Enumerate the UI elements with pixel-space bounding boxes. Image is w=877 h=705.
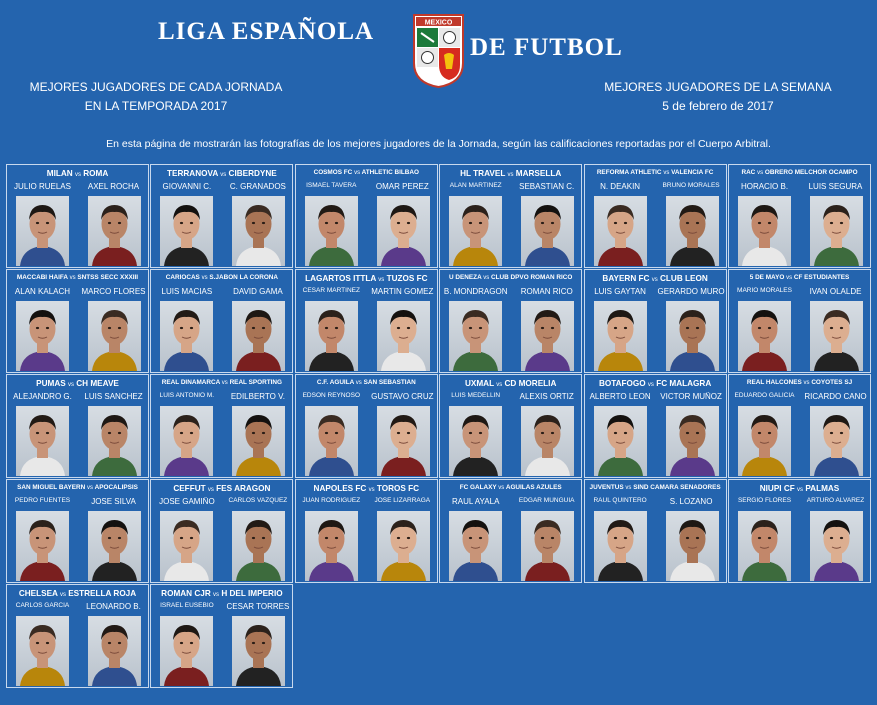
away-team: COYOTES SJ xyxy=(811,379,853,386)
title-right: DE FUTBOL xyxy=(470,34,623,61)
match-card xyxy=(584,164,727,268)
player-silhouette-icon xyxy=(521,301,574,371)
vs-label: vs xyxy=(378,277,385,283)
player-photo xyxy=(666,301,719,371)
vs-label: vs xyxy=(74,172,81,178)
away-team: TOROS FC xyxy=(376,484,420,493)
player-photo xyxy=(160,301,213,371)
player-silhouette-icon xyxy=(160,406,213,476)
player-silhouette-icon xyxy=(16,616,69,686)
player-photo xyxy=(594,196,647,266)
player-silhouette-icon xyxy=(666,301,719,371)
vs-label: vs xyxy=(59,592,66,598)
player-silhouette-icon xyxy=(16,196,69,266)
match-card xyxy=(6,479,149,583)
player-name: ALBERTO LEON xyxy=(589,392,651,401)
vs-label: vs xyxy=(625,485,632,491)
player-photo xyxy=(232,511,285,581)
match-title xyxy=(7,379,148,388)
subtitle-left-line1: MEJORES JUGADORES DE CADA JORNADA xyxy=(29,80,283,94)
match-title xyxy=(729,169,870,176)
player-silhouette-icon xyxy=(738,301,791,371)
player-name: LUIS SEGURA xyxy=(808,182,863,191)
player-silhouette-icon xyxy=(521,511,574,581)
player-silhouette-icon xyxy=(88,616,141,686)
player-name: CARLOS VAZQUEZ xyxy=(228,497,288,504)
match-card xyxy=(150,479,293,583)
away-team: PALMAS xyxy=(805,484,840,493)
player-silhouette-icon xyxy=(232,196,285,266)
match-title xyxy=(151,274,292,281)
player-photo xyxy=(377,196,430,266)
home-team: ROMAN CJR xyxy=(161,589,211,598)
away-team: TUZOS FC xyxy=(386,274,428,283)
player-name: ALAN MARTINEZ xyxy=(449,182,502,189)
player-silhouette-icon xyxy=(810,511,863,581)
vs-label: vs xyxy=(213,592,220,598)
player-silhouette-icon xyxy=(88,196,141,266)
home-team: UXMAL xyxy=(464,379,494,388)
away-team: S.JABON LA CORONA xyxy=(209,274,279,281)
away-team: MARSELLA xyxy=(515,169,562,178)
player-silhouette-icon xyxy=(810,196,863,266)
subtitle-right-line1: MEJORES JUGADORES DE LA SEMANA xyxy=(604,80,832,94)
player-name: S. LOZANO xyxy=(669,497,713,506)
player-photo xyxy=(377,511,430,581)
player-silhouette-icon xyxy=(521,196,574,266)
match-card xyxy=(728,269,871,373)
player-silhouette-icon xyxy=(377,406,430,476)
vs-label: vs xyxy=(221,380,228,386)
player-silhouette-icon xyxy=(232,301,285,371)
player-photo xyxy=(16,301,69,371)
player-silhouette-icon xyxy=(88,511,141,581)
match-card xyxy=(295,479,438,583)
player-silhouette-icon xyxy=(160,511,213,581)
player-silhouette-icon xyxy=(449,511,502,581)
player-photo xyxy=(521,406,574,476)
away-team: CIBERDYNE xyxy=(228,169,277,178)
match-card xyxy=(150,164,293,268)
away-team: SAN SEBASTIAN xyxy=(363,379,416,386)
player-name: ARTURO ALVAREZ xyxy=(806,497,865,504)
player-silhouette-icon xyxy=(666,511,719,581)
home-team: C.F. AGUILA xyxy=(316,379,354,386)
player-photo xyxy=(16,196,69,266)
player-name: LEONARDO B. xyxy=(86,602,141,611)
players-grid xyxy=(6,164,871,688)
home-team: U DENEZA xyxy=(449,274,482,281)
away-team: H DEL IMPERIO xyxy=(221,589,283,598)
home-team: PUMAS xyxy=(36,379,66,388)
player-silhouette-icon xyxy=(594,406,647,476)
home-team: REFORMA ATHLETIC xyxy=(596,169,662,176)
player-photo xyxy=(810,196,863,266)
away-team: CLUB LEON xyxy=(660,274,708,283)
player-name: LUIS ANTONIO M. xyxy=(159,392,215,399)
player-photo xyxy=(232,616,285,686)
player-name: LUIS SANCHEZ xyxy=(84,392,143,401)
match-card xyxy=(439,479,582,583)
player-silhouette-icon xyxy=(232,406,285,476)
match-card xyxy=(6,374,149,478)
match-title xyxy=(151,484,292,493)
player-photo xyxy=(521,511,574,581)
vs-label: vs xyxy=(201,275,208,281)
player-name: CESAR TORRES xyxy=(226,602,290,611)
player-silhouette-icon xyxy=(449,301,502,371)
player-photo xyxy=(810,301,863,371)
player-name: ALEJANDRO G. xyxy=(13,392,72,401)
match-title xyxy=(296,274,437,283)
player-silhouette-icon xyxy=(666,196,719,266)
player-name: JUAN RODRIGUEZ xyxy=(302,497,361,504)
player-silhouette-icon xyxy=(305,301,358,371)
match-card xyxy=(584,374,727,478)
subtitle-left-line2: EN LA TEMPORADA 2017 xyxy=(84,99,228,113)
vs-label: vs xyxy=(647,382,654,388)
player-photo xyxy=(160,616,213,686)
match-title xyxy=(585,274,726,283)
away-team: SIND CAMARA SENADORES xyxy=(633,484,721,491)
match-card xyxy=(439,374,582,478)
home-team: REAL DINAMARCA xyxy=(161,379,220,386)
vs-label: vs xyxy=(483,275,490,281)
player-name: CESAR MARTINEZ xyxy=(302,287,360,294)
player-silhouette-icon xyxy=(810,406,863,476)
player-photo xyxy=(305,196,358,266)
match-title xyxy=(440,379,581,388)
vs-label: vs xyxy=(87,485,94,491)
player-name: LUIS MACIAS xyxy=(161,287,213,296)
match-title xyxy=(585,379,726,388)
match-card xyxy=(6,164,149,268)
player-photo xyxy=(666,196,719,266)
home-team: NAPOLES FC xyxy=(313,484,367,493)
player-name: VICTOR MUÑOZ xyxy=(660,392,722,401)
title-left: LIGA ESPAÑOLA xyxy=(158,18,375,45)
player-silhouette-icon xyxy=(377,301,430,371)
player-photo xyxy=(160,406,213,476)
home-team: REAL HALCONES xyxy=(746,379,802,386)
player-name: SEBASTIAN C. xyxy=(519,182,575,191)
match-title xyxy=(151,379,292,386)
player-name: RAUL AYALA xyxy=(451,497,500,506)
player-name: CARLOS GARCIA xyxy=(15,602,70,609)
player-name: RAUL QUINTERO xyxy=(593,497,647,504)
player-photo xyxy=(449,511,502,581)
player-photo xyxy=(810,511,863,581)
player-photo xyxy=(810,406,863,476)
player-silhouette-icon xyxy=(305,196,358,266)
player-photo xyxy=(738,406,791,476)
player-photo xyxy=(738,196,791,266)
away-team: ATHLETIC BILBAO xyxy=(361,169,419,176)
player-photo xyxy=(232,301,285,371)
player-name: N. DEAKIN xyxy=(600,182,641,191)
match-card xyxy=(728,479,871,583)
match-card xyxy=(295,374,438,478)
match-title xyxy=(7,274,148,281)
match-title xyxy=(585,169,726,176)
away-team: ROMA xyxy=(83,169,109,178)
vs-label: vs xyxy=(220,172,227,178)
vs-label: vs xyxy=(498,485,505,491)
vs-label: vs xyxy=(507,172,514,178)
player-silhouette-icon xyxy=(305,406,358,476)
player-name: JOSE SILVA xyxy=(91,497,136,506)
player-name: LUIS MEDELLIN xyxy=(451,392,501,399)
home-team: BAYERN FC xyxy=(602,274,650,283)
player-name: EDSON REYNOSO xyxy=(302,392,361,399)
player-silhouette-icon xyxy=(160,616,213,686)
match-title xyxy=(440,274,581,281)
vs-label: vs xyxy=(67,382,74,388)
vs-label: vs xyxy=(803,380,810,386)
player-silhouette-icon xyxy=(594,511,647,581)
away-team: CH MEAVE xyxy=(76,379,119,388)
player-photo xyxy=(594,301,647,371)
match-card xyxy=(584,479,727,583)
match-card xyxy=(728,374,871,478)
player-photo xyxy=(738,511,791,581)
home-team: HL TRAVEL xyxy=(460,169,506,178)
home-team: 5 DE MAYO xyxy=(749,274,785,281)
player-name: IVAN OLALDE xyxy=(809,287,862,296)
player-name: RICARDO CANO xyxy=(804,392,867,401)
vs-label: vs xyxy=(757,170,764,176)
away-team: CLUB DPVO ROMAN RICO xyxy=(491,274,573,281)
player-name: JOSE GAMIÑO xyxy=(159,497,215,506)
player-name: ISMAEL TAVERA xyxy=(306,182,357,189)
vs-label: vs xyxy=(496,382,503,388)
home-team: COSMOS FC xyxy=(313,169,353,176)
match-title xyxy=(440,484,581,491)
player-photo xyxy=(666,406,719,476)
match-card xyxy=(584,269,727,373)
vs-label: vs xyxy=(69,275,76,281)
player-name: OMAR PEREZ xyxy=(375,182,429,191)
player-name: MARTIN GOMEZ xyxy=(371,287,434,296)
match-card xyxy=(6,269,149,373)
match-title xyxy=(296,169,437,176)
player-photo xyxy=(521,196,574,266)
away-team: SNTSS SECC XXXIII xyxy=(77,274,139,281)
player-name: MARIO MORALES xyxy=(737,287,792,294)
player-silhouette-icon xyxy=(738,406,791,476)
player-silhouette-icon xyxy=(521,406,574,476)
player-silhouette-icon xyxy=(16,406,69,476)
match-title xyxy=(151,589,292,598)
player-silhouette-icon xyxy=(666,406,719,476)
player-silhouette-icon xyxy=(88,406,141,476)
player-silhouette-icon xyxy=(449,406,502,476)
player-name: SERGIO FLORES xyxy=(737,497,792,504)
player-photo xyxy=(666,511,719,581)
home-team: TERRANOVA xyxy=(167,169,218,178)
player-photo xyxy=(305,406,358,476)
player-silhouette-icon xyxy=(160,196,213,266)
league-crest-icon xyxy=(412,13,465,89)
player-photo xyxy=(232,196,285,266)
match-title xyxy=(7,484,148,491)
player-name: ISRAEL EUSEBIO xyxy=(160,602,214,609)
player-silhouette-icon xyxy=(16,511,69,581)
player-photo xyxy=(16,616,69,686)
player-silhouette-icon xyxy=(377,196,430,266)
player-silhouette-icon xyxy=(377,511,430,581)
player-photo xyxy=(305,301,358,371)
home-team: FC GALAXY xyxy=(459,484,497,491)
player-name: EDGAR MUNGUIA xyxy=(518,497,575,504)
player-name: DAVID GAMA xyxy=(233,287,283,296)
player-name: GERARDO MURO xyxy=(657,287,725,296)
player-photo xyxy=(377,301,430,371)
match-title xyxy=(7,169,148,178)
home-team: RAC xyxy=(741,169,756,176)
vs-label: vs xyxy=(663,170,670,176)
away-team: OBRERO MELCHOR OCAMPO xyxy=(764,169,858,176)
vs-label: vs xyxy=(786,275,793,281)
away-team: CF ESTUDIANTES xyxy=(793,274,850,281)
player-silhouette-icon xyxy=(305,511,358,581)
intro-text: En esta página de mostrarán las fotografías de los mejores jugadores de la Jornada, según las calificaciones reportadas por el Cuerpo Arbitral. xyxy=(106,138,771,150)
player-photo xyxy=(594,511,647,581)
away-team: REAL SPORTING xyxy=(229,379,282,386)
match-title xyxy=(440,169,581,178)
home-team: SAN MIGUEL BAYERN xyxy=(17,484,86,491)
player-photo xyxy=(160,196,213,266)
match-card xyxy=(6,584,149,688)
player-photo xyxy=(738,301,791,371)
home-team: NIUPI CF xyxy=(759,484,795,493)
player-name: PEDRO FUENTES xyxy=(14,497,71,504)
away-team: ESTRELLA ROJA xyxy=(68,589,137,598)
away-team: APOCALIPSIS xyxy=(94,484,138,491)
away-team: VALENCIA FC xyxy=(671,169,714,176)
away-team: CD MORELIA xyxy=(504,379,557,388)
player-photo xyxy=(232,406,285,476)
match-card xyxy=(439,269,582,373)
player-silhouette-icon xyxy=(88,301,141,371)
player-silhouette-icon xyxy=(594,196,647,266)
player-name: JULIO RUELAS xyxy=(14,182,71,191)
home-team: JUVENTUS xyxy=(589,484,624,491)
away-team: FC MALAGRA xyxy=(656,379,712,388)
vs-label: vs xyxy=(797,487,804,493)
player-photo xyxy=(449,196,502,266)
crest-label: MEXICO xyxy=(424,19,453,27)
player-photo xyxy=(16,406,69,476)
player-silhouette-icon xyxy=(810,301,863,371)
match-card xyxy=(295,269,438,373)
match-title xyxy=(585,484,726,491)
vs-label: vs xyxy=(355,380,362,386)
home-team: MACCABI HAIFA xyxy=(16,274,68,281)
match-title xyxy=(729,379,870,386)
player-photo xyxy=(594,406,647,476)
away-team: FES ARAGON xyxy=(216,484,271,493)
match-card xyxy=(295,164,438,268)
player-silhouette-icon xyxy=(449,196,502,266)
match-card xyxy=(150,269,293,373)
player-name: C. GRANADOS xyxy=(229,182,286,191)
player-name: GUSTAVO CRUZ xyxy=(371,392,434,401)
player-photo xyxy=(88,406,141,476)
home-team: CARIOCAS xyxy=(165,274,200,281)
match-card xyxy=(150,374,293,478)
player-silhouette-icon xyxy=(232,616,285,686)
player-name: ROMAN RICO xyxy=(520,287,573,296)
match-title xyxy=(296,484,437,493)
home-team: CHELSEA xyxy=(18,589,58,598)
vs-label: vs xyxy=(354,170,361,176)
vs-label: vs xyxy=(651,277,658,283)
player-photo xyxy=(160,511,213,581)
player-name: JOSE LIZARRAGA xyxy=(374,497,431,504)
player-name: MARCO FLORES xyxy=(81,287,146,296)
player-name: AXEL ROCHA xyxy=(87,182,140,191)
match-title xyxy=(151,169,292,178)
player-name: LUIS GAYTAN xyxy=(594,287,646,296)
match-card xyxy=(150,584,293,688)
vs-label: vs xyxy=(207,487,214,493)
match-title xyxy=(7,589,148,598)
player-photo xyxy=(88,511,141,581)
home-team: LAGARTOS ITTLA xyxy=(305,274,377,283)
away-team: AGUILAS AZULES xyxy=(505,484,562,491)
player-silhouette-icon xyxy=(738,196,791,266)
match-title xyxy=(729,484,870,493)
player-photo xyxy=(88,301,141,371)
player-photo xyxy=(305,511,358,581)
home-team: BOTAFOGO xyxy=(598,379,646,388)
player-name: ALEXIS ORTIZ xyxy=(519,392,574,401)
player-name: B. MONDRAGON xyxy=(443,287,508,296)
player-photo xyxy=(521,301,574,371)
player-name: GIOVANNI C. xyxy=(162,182,212,191)
player-silhouette-icon xyxy=(160,301,213,371)
match-title xyxy=(729,274,870,281)
player-photo xyxy=(377,406,430,476)
player-silhouette-icon xyxy=(738,511,791,581)
vs-label: vs xyxy=(368,487,375,493)
home-team: CEFFUT xyxy=(173,484,206,493)
player-silhouette-icon xyxy=(594,301,647,371)
player-photo xyxy=(449,406,502,476)
player-name: ALAN KALACH xyxy=(14,287,71,296)
player-silhouette-icon xyxy=(16,301,69,371)
player-silhouette-icon xyxy=(232,511,285,581)
subtitle-right-line2: 5 de febrero de 2017 xyxy=(662,99,774,113)
match-card xyxy=(728,164,871,268)
player-photo xyxy=(16,511,69,581)
player-name: EDILBERTO V. xyxy=(230,392,285,401)
player-photo xyxy=(88,616,141,686)
player-name: BRUNO MORALES xyxy=(662,182,720,189)
home-team: MILAN xyxy=(46,169,73,178)
player-photo xyxy=(449,301,502,371)
player-photo xyxy=(88,196,141,266)
player-name: HORACIO B. xyxy=(740,182,789,191)
match-card xyxy=(439,164,582,268)
player-name: EDUARDO GALICIA xyxy=(734,392,795,399)
match-title xyxy=(296,379,437,386)
